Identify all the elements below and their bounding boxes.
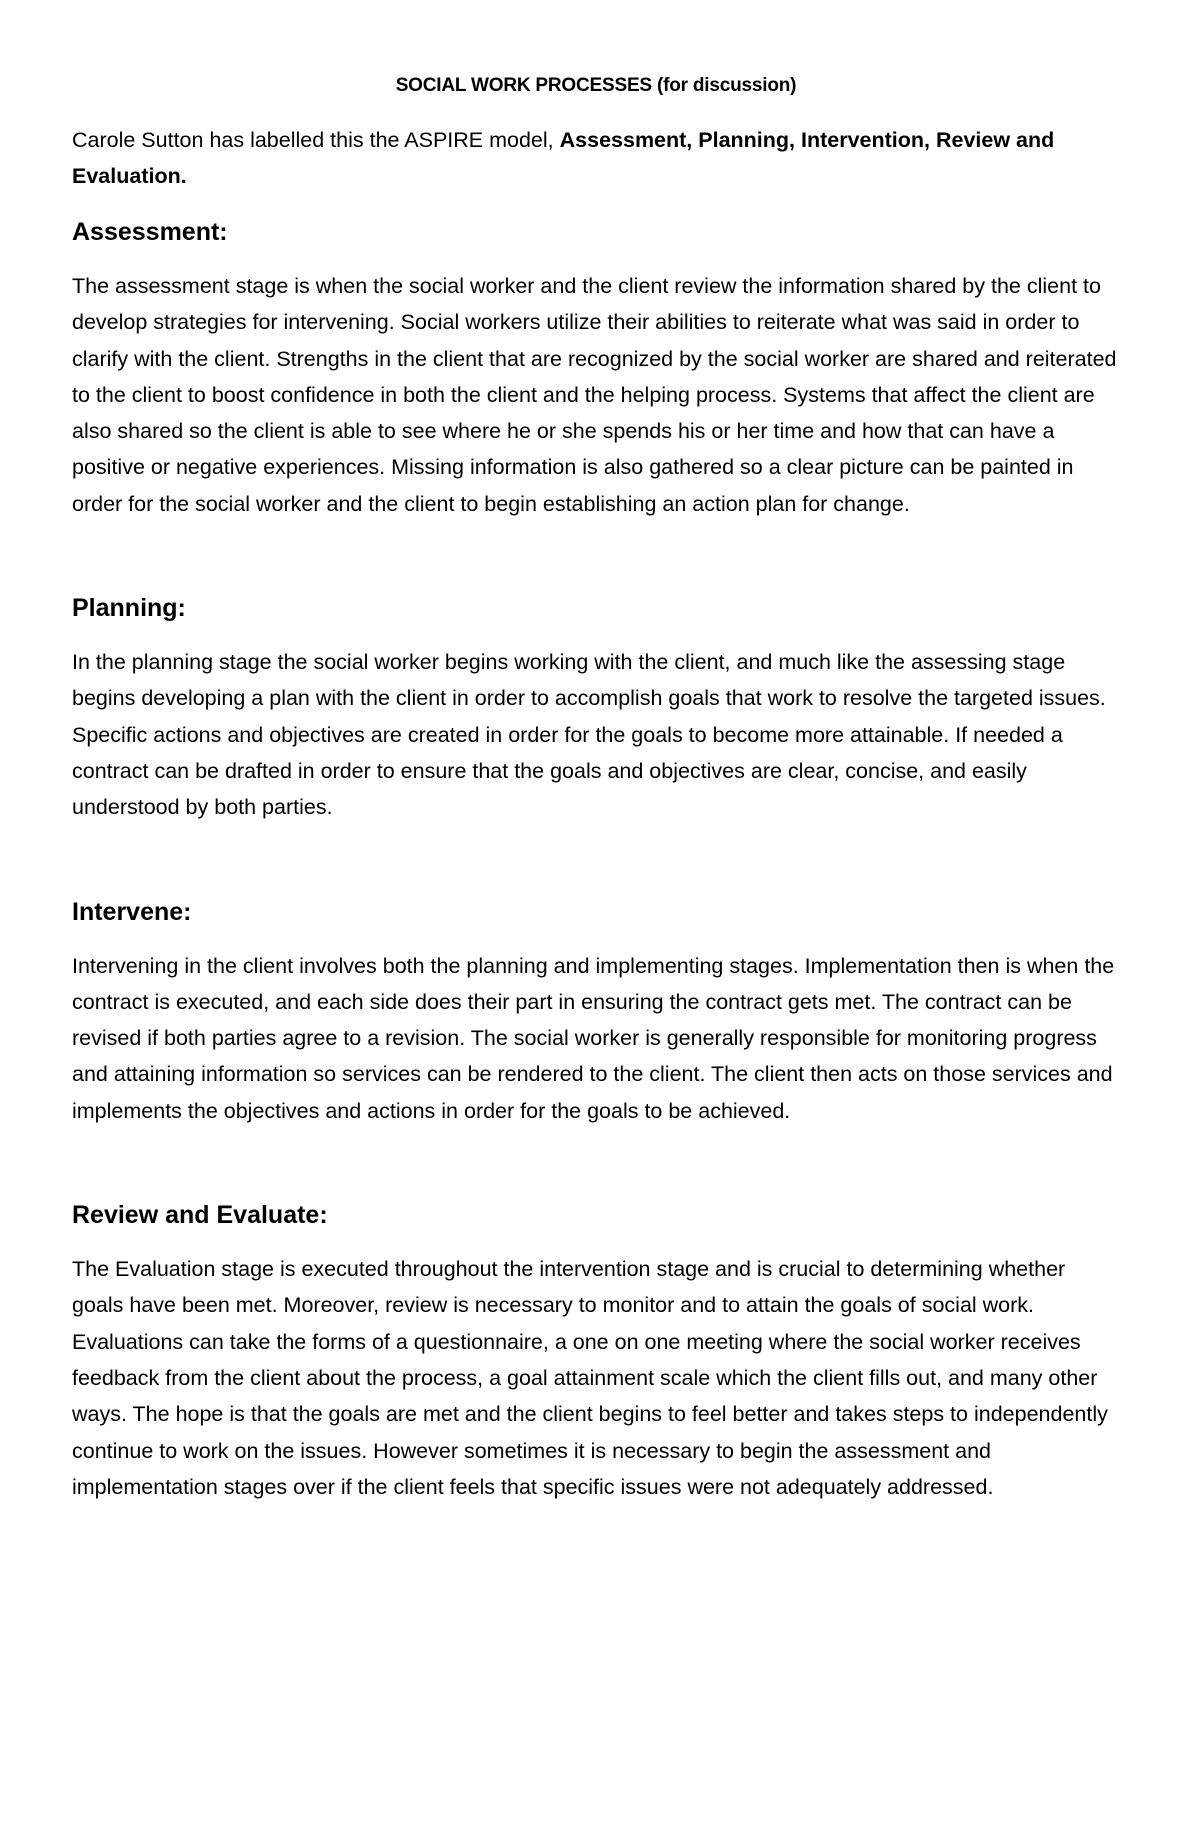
- section-body: The assessment stage is when the social worker and the client review the information shared by the client to develop strategies for intervening. Social workers utilize their abilities to reiterate what was said in order to clarify with the client. Strengths in the client that are recognized by the social worker are shared and reiterated to the client to boost confidence in both the client and the helping process. Systems that affect the client are also shared so the client is able to see where he or she spends his or her time and how that can have a positive or negative experiences. Missing information is also gathered so a clear picture can be painted in order for the social worker and the client to begin establishing an action plan for change.: [72, 274, 1117, 516]
- section-assessment: [72, 216, 1120, 522]
- intro-bold-text: Assessment, Planning, Intervention, Review and Evaluation.: [72, 128, 1055, 188]
- section-body: Intervening in the client involves both the planning and implementing stages. Implementation then is when the contract is executed, and each side does their part in ensuring the contract gets met. The contract can be revised if both parties agree to a revision. The social worker is generally responsible for monitoring progress and attaining information so services can be rendered to the client. The client then acts on those services and implements the objectives and actions in order for the goals to be achieved.: [72, 953, 1115, 1123]
- intro-paragraph: [72, 122, 1120, 194]
- section-heading: Assessment:: [72, 218, 228, 246]
- section-intervene: [72, 896, 1120, 1129]
- section-review-evaluate: [72, 1199, 1120, 1505]
- section-body: The Evaluation stage is executed throughout the intervention stage and is crucial to determining whether goals have been met. Moreover, review is necessary to monitor and to attain the goals of social work. Evaluations can take the forms of a questionnaire, a one on one meeting where the social worker receives feedback from the client about the process, a goal attainment scale which the client fills out, and many other ways. The hope is that the goals are met and the client begins to feel better and takes steps to independently continue to work on the issues. However sometimes it is necessary to begin the assessment and implementation stages over if the client feels that specific issues were not adequately addressed.: [72, 1257, 1108, 1499]
- section-heading: Planning:: [72, 594, 186, 623]
- section-planning: [72, 592, 1120, 825]
- intro-text: Carole Sutton has labelled this the ASPIRE model,: [72, 128, 560, 152]
- section-heading: Intervene:: [72, 897, 192, 926]
- section-body: In the planning stage the social worker begins working with the client, and much like the assessing stage begins developing a plan with the client in order to accomplish goals that work to resolve the targeted issues. Specific actions and objectives are created in order for the goals to become more attainable. If needed a contract can be drafted in order to ensure that the goals and objectives are clear, concise, and easily understood by both parties.: [72, 650, 1106, 820]
- section-heading: Review and Evaluate:: [72, 1201, 328, 1230]
- document-title: SOCIAL WORK PROCESSES (for discussion): [395, 75, 797, 96]
